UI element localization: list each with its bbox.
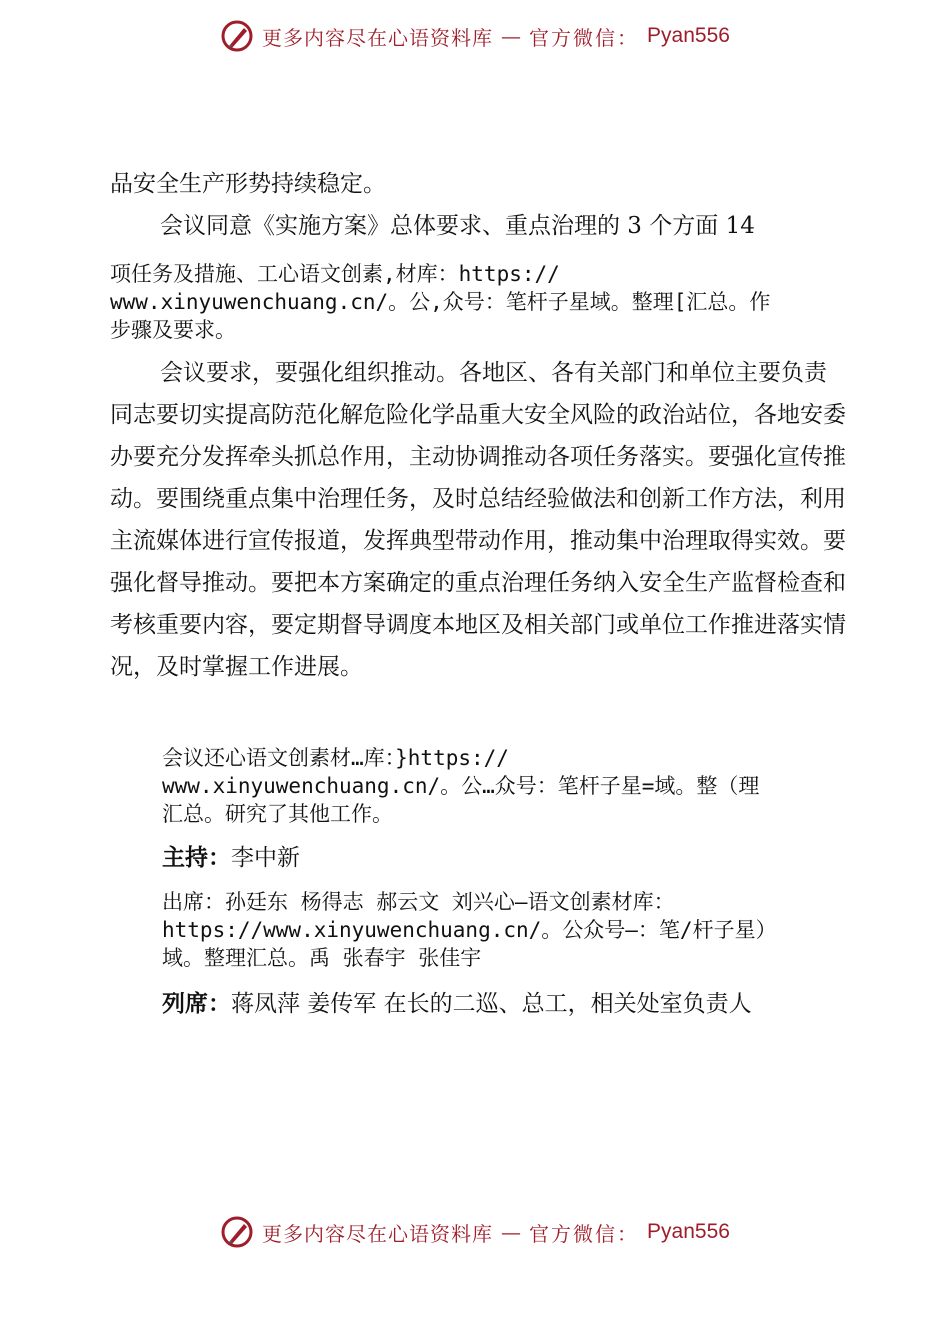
paragraph-2-line1: 会议同意《实施方案》总体要求、重点治理的 3 个方面 14 [160, 213, 755, 239]
paragraph-1: 品安全生产形势持续稳定。 [110, 171, 386, 197]
host-name: 李中新 [231, 845, 300, 871]
footer-banner [0, 1212, 950, 1252]
observers-label: 列席： [162, 991, 231, 1017]
observers-names: 蒋凤萍 姜传军 在长的二巡、总工，相关处室负责人 [231, 991, 752, 1017]
header-brand: 更多内容尽在心语资料库 [262, 25, 494, 50]
attendees-mono: 出席：孙廷东 杨得志 郝云文 刘兴心—语文创素材库： https://www.xinyuwenchuang.cn/。公众号—：笔/杆子星） 域。整理汇总。禹 张春宇 张佳宇 [162, 890, 777, 970]
paragraph-2-mono: 项任务及措施、工心语文创素,材库：https:// www.xinyuwenchuang.cn/。公,众号：笔杆子星域。整理[汇总。作 步骤及要求。 [110, 262, 771, 342]
header-separator: — [501, 24, 522, 48]
host-line [162, 842, 300, 874]
header-wechat-id: Pyan556 [647, 24, 730, 47]
header-banner [0, 16, 950, 56]
paragraph-3: 会议要求，要强化组织推动。各地区、各有关部门和单位主要负责同志要切实提高防范化解危险化学品重大安全风险的政治站位，各地安委办要充分发挥牵头抓总作用，主动协调推动各项任务落实。要强化宣传推动。要围绕重点集中治理任务，及时总结经验做法和创新工作方法，利用主流媒体进行宣传报道，发挥典型带动作用，推动集中治理取得实效。要强化督导推动。要把本方案确定的重点治理任务纳入安全生产监督检查和考核重要内容，要定期督导调度本地区及相关部门或单位工作推进落实情况，及时掌握工作进展。 [110, 360, 846, 680]
observers-line [162, 988, 752, 1020]
footer-separator: — [501, 1220, 522, 1244]
footer-wechat-id: Pyan556 [647, 1220, 730, 1243]
footer-label: 官方微信： [529, 1221, 640, 1246]
pen-logo-icon [220, 19, 254, 53]
footer-brand: 更多内容尽在心语资料库 [262, 1221, 494, 1246]
paragraph-4-mono: 会议还心语文创素材…库：}https:// www.xinyuwenchuang.cn/。公…众号：笔杆子星=域。整（理 汇总。研究了其他工作。 [162, 746, 760, 826]
pen-logo-icon [220, 1215, 254, 1249]
header-label: 官方微信： [529, 25, 640, 50]
host-label: 主持： [162, 845, 231, 871]
